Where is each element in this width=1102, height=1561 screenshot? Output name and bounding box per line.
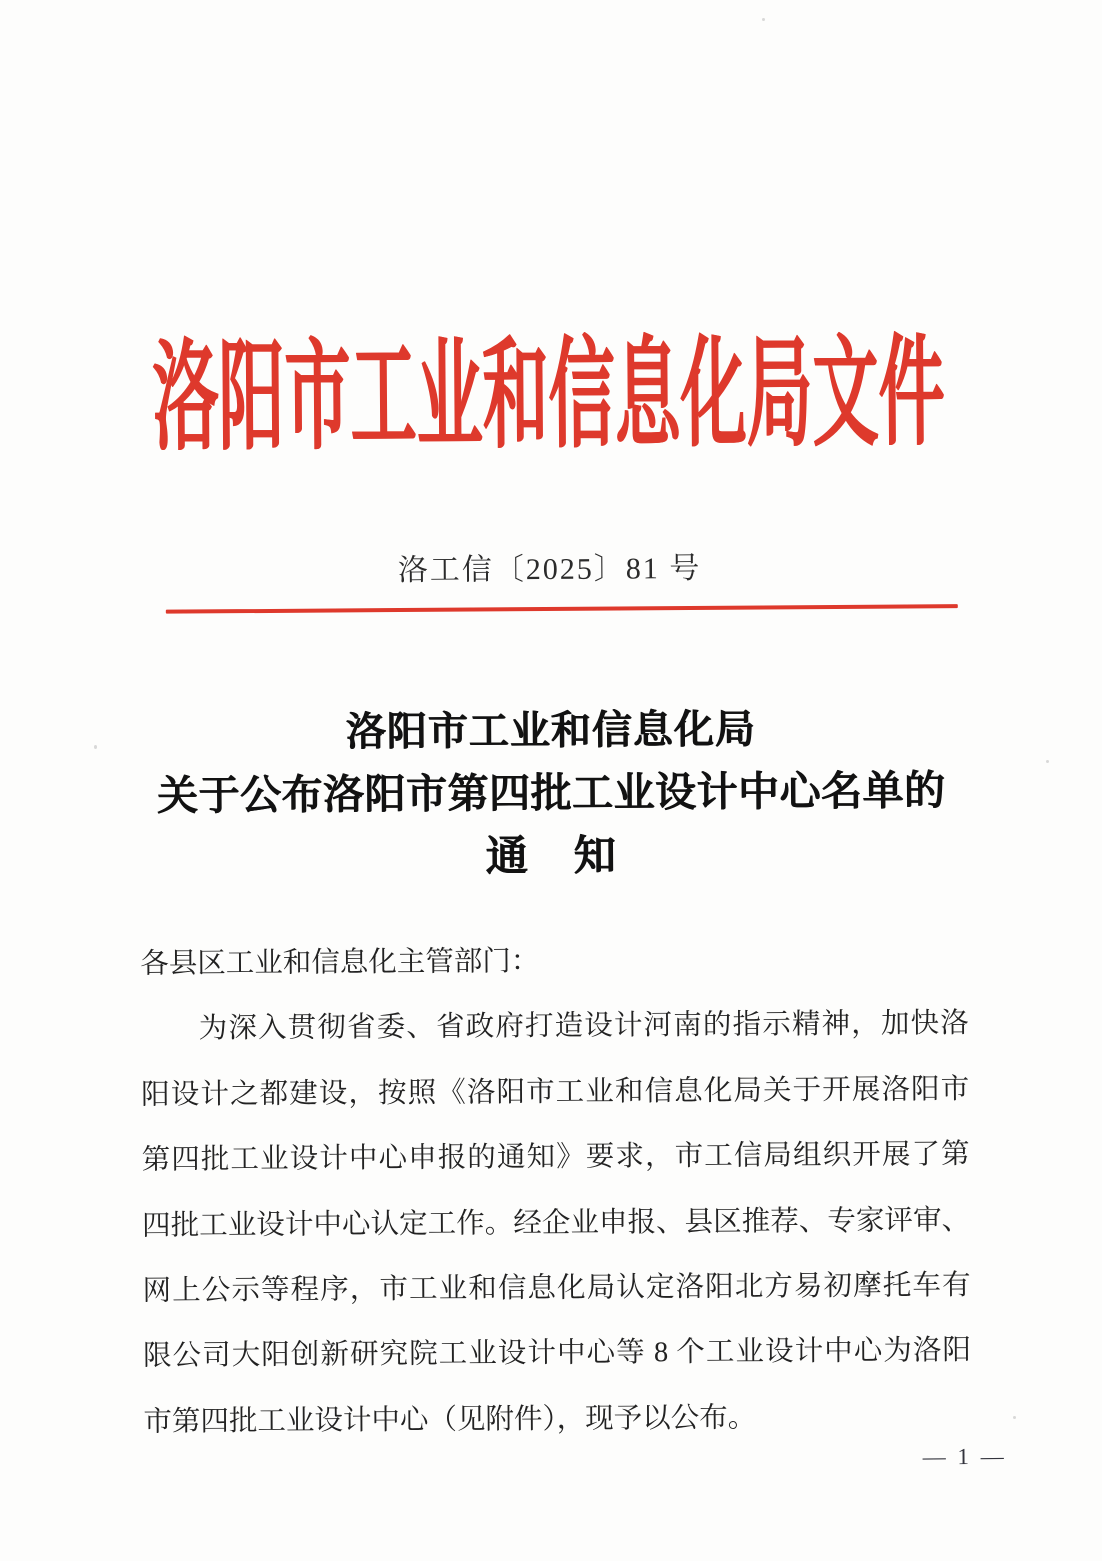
page-number: — 1 — <box>922 1443 1007 1470</box>
agency-banner-title: 洛阳市工业和信息化局文件 <box>151 327 945 467</box>
body-line: 网上公示等程序，市工业和信息化局认定洛阳北方易初摩托车有 <box>142 1270 971 1307</box>
scan-speck <box>94 745 97 749</box>
notice-title-line2: 关于公布洛阳市第四批工业设计中心名单的 <box>156 767 946 819</box>
body-line: 四批工业设计中心认定工作。经企业申报、县区推荐、专家评审、 <box>142 1204 971 1242</box>
body-line: 阳设计之都建设，按照《洛阳市工业和信息化局关于开展洛阳市 <box>141 1073 970 1111</box>
notice-title <box>0 696 1102 893</box>
body-line: 市第四批工业设计中心（见附件），现予以公布。 <box>143 1402 757 1438</box>
notice-title-line1: 洛阳市工业和信息化局 <box>345 706 756 755</box>
scan-speck <box>762 18 765 21</box>
red-divider-line <box>166 604 958 614</box>
body-paragraphs <box>140 926 972 1455</box>
body-line: 为深入贯彻省委、省政府打造设计河南的指示精神，加快洛 <box>198 1008 969 1045</box>
body-line: 限公司大阳创新研究院工业设计中心等 8 个工业设计中心为洛阳 <box>142 1335 972 1373</box>
body-line: 第四批工业设计中心申报的通知》要求，市工信局组织开展了第 <box>141 1139 970 1177</box>
scan-speck <box>1013 1416 1016 1419</box>
scan-speck <box>1046 760 1049 763</box>
document-number: 洛工信〔2025〕81 号 <box>397 551 702 588</box>
salutation-line: 各县区工业和信息化主管部门： <box>140 946 540 980</box>
notice-title-line3: 通 知 <box>485 833 618 881</box>
